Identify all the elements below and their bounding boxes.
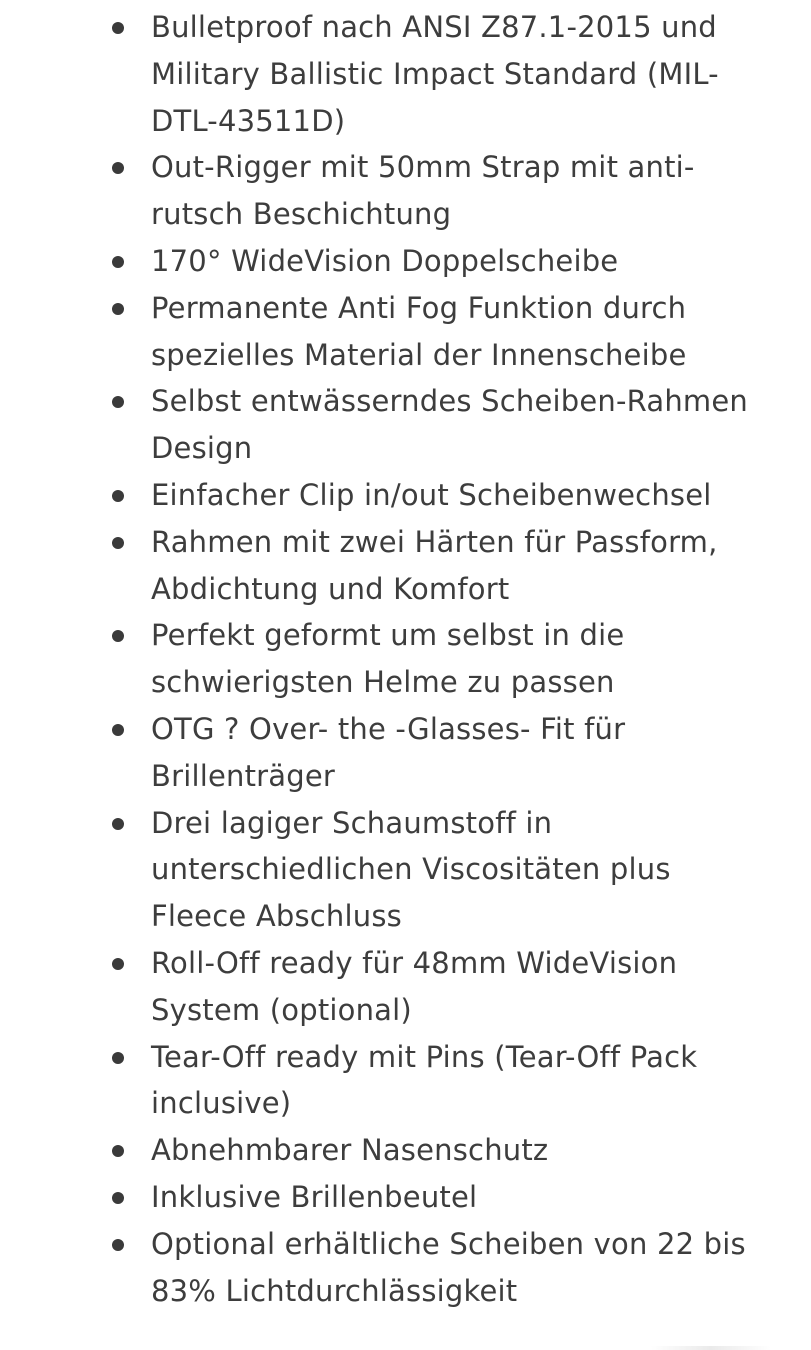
list-item-text: OTG ? Over- the -Glasses- Fit für Brillenträger	[151, 711, 626, 793]
list-item-text: Selbst entwässerndes Scheiben-Rahmen Design	[151, 384, 748, 466]
list-item	[110, 4, 750, 144]
list-item-text: Tear-Off ready mit Pins (Tear-Off Pack inclusive)	[151, 1039, 698, 1121]
list-item	[110, 940, 750, 1034]
list-item-text: Abnehmbarer Nasenschutz	[151, 1133, 549, 1168]
list-item	[110, 1221, 750, 1315]
bullet-icon	[112, 724, 124, 736]
list-item-text: Rahmen mit zwei Härten für Passform, Abdichtung und Komfort	[151, 524, 718, 606]
list-item-text: Einfacher Clip in/out Scheibenwechsel	[151, 477, 712, 512]
bullet-icon	[112, 630, 124, 642]
list-item	[110, 472, 750, 519]
list-item	[110, 519, 750, 613]
list-item-text: Bulletproof nach ANSI Z87.1-2015 und Military Ballistic Impact Standard (MIL-DTL-43511D)	[151, 10, 719, 138]
list-item	[110, 378, 750, 472]
list-item	[110, 612, 750, 706]
bullet-icon	[112, 162, 124, 174]
bottom-edge-shadow	[651, 1346, 771, 1350]
list-item-text: Roll-Off ready für 48mm WideVision System (optional)	[151, 945, 678, 1027]
bullet-icon	[112, 1192, 124, 1204]
feature-list	[110, 4, 750, 1314]
list-item-text: Permanente Anti Fog Funktion durch spezielles Material der Innenscheibe	[151, 290, 687, 372]
list-item	[110, 144, 750, 238]
list-item-text: Perfekt geformt um selbst in die schwierigsten Helme zu passen	[151, 618, 625, 700]
bullet-icon	[112, 1145, 124, 1157]
list-item	[110, 285, 750, 379]
list-item-text: Drei lagiger Schaumstoff in unterschiedlichen Viscositäten plus Fleece Abschluss	[151, 805, 671, 934]
list-item	[110, 238, 750, 285]
bullet-icon	[112, 396, 124, 408]
bullet-icon	[112, 1239, 124, 1251]
bullet-icon	[112, 537, 124, 549]
bullet-icon	[112, 490, 124, 502]
list-item-text: Out-Rigger mit 50mm Strap mit anti-rutsch Beschichtung	[151, 150, 695, 232]
list-item	[110, 1034, 750, 1128]
list-item	[110, 800, 750, 940]
bullet-icon	[112, 958, 124, 970]
list-item-text: Inklusive Brillenbeutel	[151, 1179, 478, 1214]
list-item	[110, 1127, 750, 1174]
list-item	[110, 706, 750, 800]
bullet-icon	[112, 22, 124, 34]
list-item-text: Optional erhältliche Scheiben von 22 bis 83% Lichtdurchlässigkeit	[151, 1226, 746, 1308]
bullet-icon	[112, 1052, 124, 1064]
bullet-icon	[112, 818, 124, 830]
list-item	[110, 1174, 750, 1221]
bullet-icon	[112, 303, 124, 315]
bullet-icon	[112, 256, 124, 268]
list-item-text: 170° WideVision Doppelscheibe	[151, 243, 619, 278]
